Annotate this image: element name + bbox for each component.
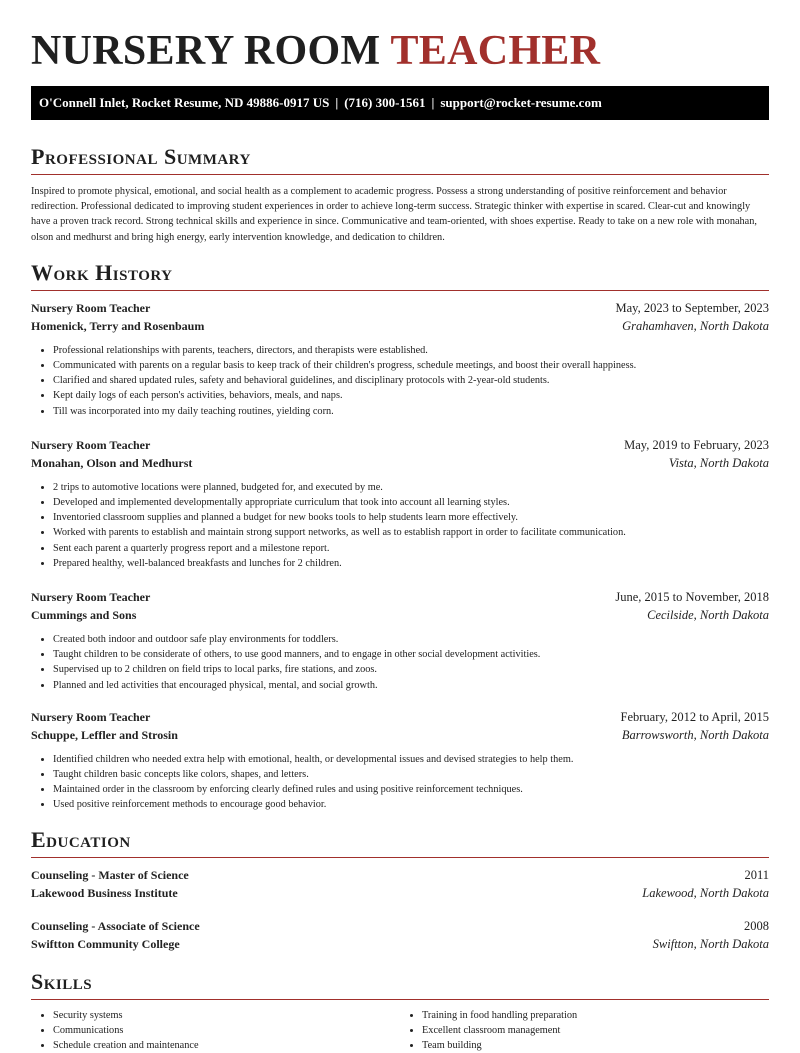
job-bullet: • Worked with parents to establish and maintain strong support networks, as well as to establish rapport in order to facilitate communication. [53,525,769,540]
contact-phone: (716) 300-1561 [344,95,426,110]
job-entry [31,436,769,571]
education-entry [31,866,769,902]
summary-text: Inspired to promote physical, emotional, and social health as a complement to academic progress. Possess a strong understanding of positive reinforcement and behavior redirection. Professional dedicated to improving student experiences in order to achieve long-term success. Strategic thinker with expertise in scared. Clear-cut and knowingly have a proven track record. Strong technical skills and experience in since. Communicative and team-oriented, with shoes expertise. Ready to take on a new role with monahan, olson and medhurst and bring high energy, early intervention knowledge, and dedication to children. [31,186,757,243]
education-section [31,827,769,953]
job-entry [31,708,769,813]
education-school: Swiftton Community College [31,936,180,951]
job-bullet: • Planned and led activities that encouraged physical, mental, and social growth. [53,678,769,693]
job-bullet: • Till was incorporated into my daily teaching routines, yielding corn. [53,404,769,419]
job-bullet: • Taught children to be considerate of others, to use good manners, and to engage in other social development activities. [53,647,769,662]
work-history-heading: Work History [31,260,769,291]
education-location: Lakewood, North Dakota [642,885,769,900]
education-location: Swiftton, North Dakota [652,936,769,951]
skills-list-left [31,1008,400,1053]
education-year: 2008 [744,918,769,933]
job-bullet: • Maintained order in the classroom by enforcing clearly defined rules and using positive reinforcement techniques. [53,782,769,797]
skill-item: • Team building [422,1038,769,1053]
skills-section [31,969,769,1053]
job-bullet: • Created both indoor and outdoor safe play environments for toddlers. [53,632,769,647]
job-location: Barrowsworth, North Dakota [621,727,769,742]
job-entry [31,588,769,693]
education-school: Lakewood Business Institute [31,885,178,900]
education-year: 2011 [744,867,769,882]
job-title: Nursery Room Teacher [31,437,151,452]
title-main: NURSERY ROOM [31,28,391,74]
job-location: Cecilside, North Dakota [647,608,769,623]
skills-list-right [400,1008,769,1053]
job-entry [31,299,769,419]
skill-item: • Excellent classroom management [422,1023,769,1038]
job-dates: June, 2015 to November, 2018 [615,590,769,605]
education-degree: Counseling - Master of Science [31,867,189,882]
job-company: Cummings and Sons [31,608,137,623]
job-title: Nursery Room Teacher [31,590,151,605]
job-title: Nursery Room Teacher [31,709,151,724]
contact-separator: | [431,95,435,110]
job-dates: May, 2023 to September, 2023 [615,300,769,315]
job-bullet: • Taught children basic concepts like colors, shapes, and letters. [53,767,769,782]
contact-email[interactable]: support@rocket-resume.com [440,95,602,110]
job-bullet: • Prepared healthy, well-balanced breakfasts and lunches for 2 children. [53,556,769,571]
job-bullet: • Professional relationships with parents, teachers, directors, and therapists were established. [53,343,769,358]
job-location: Vista, North Dakota [668,455,769,470]
job-bullet: • Developed and implemented developmentally appropriate curriculum that took into account all learning styles. [53,495,769,510]
skills-heading: Skills [31,969,769,1000]
education-degree: Counseling - Associate of Science [31,918,200,933]
job-dates: May, 2019 to February, 2023 [624,437,769,452]
skill-item: • Communications [53,1023,400,1038]
job-bullet: • Communicated with parents on a regular basis to keep track of their children's progress, schedule meetings, and boost their overall happiness. [53,358,769,373]
job-bullet: • Clarified and shared updated rules, safety and behavioral guidelines, and disciplinary protocols with 2-year-old students. [53,373,769,388]
job-bullet: • Inventoried classroom supplies and planned a budget for new books tools to help students learn more effectively. [53,510,769,525]
title-accent: TEACHER [390,28,601,74]
education-heading: Education [31,827,769,858]
job-bullet: • 2 trips to automotive locations were planned, budgeted for, and executed by me. [53,480,769,495]
summary-section [31,144,769,245]
job-company: Schuppe, Leffler and Strosin [31,727,178,742]
job-company: Monahan, Olson and Medhurst [31,455,193,470]
job-title: Nursery Room Teacher [31,300,151,315]
job-bullets [31,343,769,419]
skill-item: • Schedule creation and maintenance [53,1038,400,1053]
job-bullet: • Sent each parent a quarterly progress report and a milestone report. [53,541,769,556]
skills-columns [31,1008,769,1053]
skill-item: • Training in food handling preparation [422,1008,769,1023]
job-bullet: • Supervised up to 2 children on field trips to local parks, fire stations, and zoos. [53,662,769,677]
job-bullets [31,480,769,571]
job-bullets [31,752,769,813]
job-location: Grahamhaven, North Dakota [622,318,769,333]
job-bullets [31,632,769,693]
summary-heading: Professional Summary [31,144,769,175]
job-company: Homenick, Terry and Rosenbaum [31,318,205,333]
job-bullet: • Identified children who needed extra help with emotional, health, or developmental issues and devised strategies to help them. [53,752,769,767]
job-dates: February, 2012 to April, 2015 [620,709,769,724]
page-title [31,0,769,76]
contact-address: O'Connell Inlet, Rocket Resume, ND 49886-0917 US [39,95,330,110]
skill-item: • Security systems [53,1008,400,1023]
job-bullet: • Kept daily logs of each person's activities, behaviors, meals, and naps. [53,388,769,403]
contact-separator: | [335,95,339,110]
contact-bar [31,86,769,120]
job-bullet: • Used positive reinforcement methods to encourage good behavior. [53,797,769,812]
education-entry [31,917,769,953]
work-history-section [31,260,769,813]
